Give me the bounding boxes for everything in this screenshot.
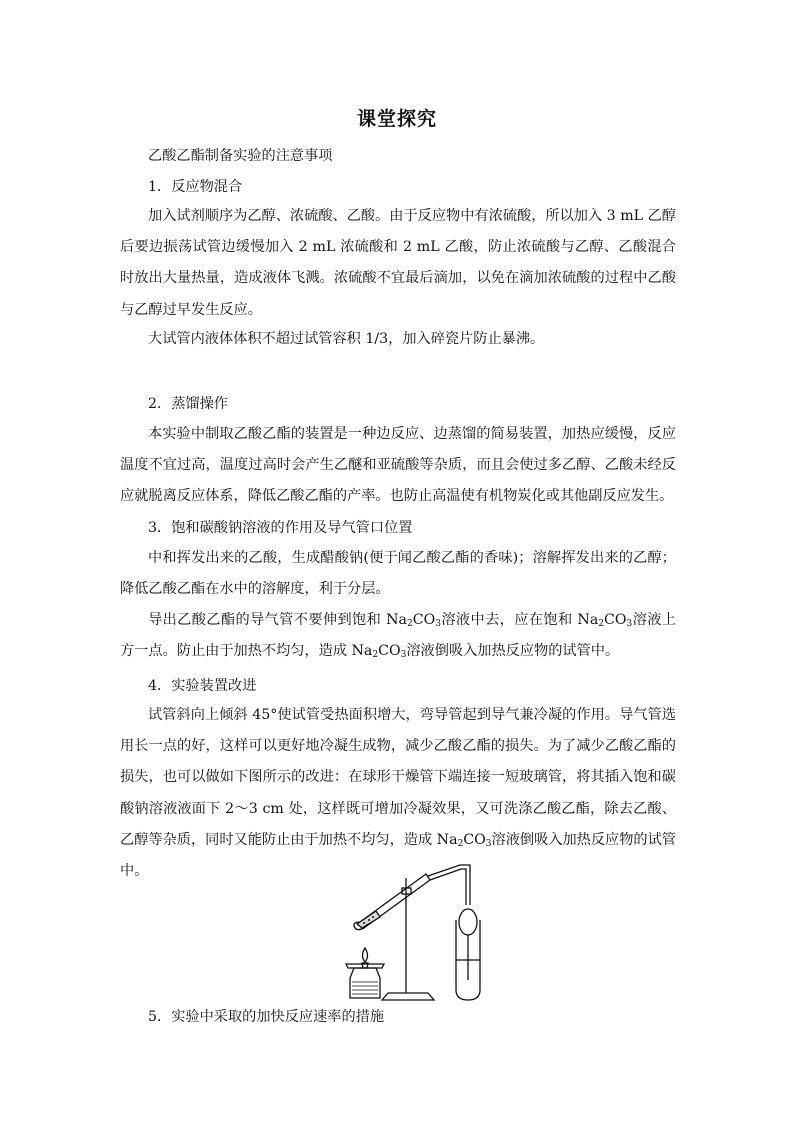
section-4-heading: 4．实验装置改进: [148, 678, 257, 694]
text-run: CO: [412, 612, 436, 628]
stand-base: [382, 993, 434, 1000]
section-1-paragraph-1: 加入试剂顺序为乙醇、浓硫酸、乙酸。由于反应物中有浓硫酸，所以加入 3 mL 乙醇后要边振荡试管边缓慢加入 2 mL 浓硫酸和 2 mL 乙酸，防止浓硫酸与乙醇、乙酸混合时放出大量热量，造成液体飞溅。浓硫酸不宜最后滴加，以免在滴加浓硫酸的过程中乙酸与乙醇过早发生反应。: [120, 208, 676, 318]
page-title: 课堂探究: [356, 108, 437, 130]
subscript: 3: [400, 650, 407, 661]
lamp-flame: [363, 948, 368, 962]
section-2-heading: 2．蒸馏操作: [148, 396, 228, 412]
section-5-heading: 5．实验中采取的加快反应速率的措施: [148, 1009, 385, 1025]
subscript: 2: [598, 619, 605, 629]
subscript: 2: [406, 619, 413, 629]
subscript: 3: [485, 838, 492, 849]
section-1-paragraph-2: 大试管内液体体积不超过试管容积 1/3，加入碎瓷片防止暴沸。: [148, 331, 545, 347]
delivery-tube-inner: [430, 869, 466, 905]
section-1-heading: 1．反应物混合: [148, 179, 243, 195]
subscript: 3: [435, 619, 441, 629]
subscript: 2: [457, 838, 464, 849]
section-2-paragraph-1: 本实验中制取乙酸乙酯的装置是一种边反应、边蒸馏的简易装置，加热应缓慢，反应温度不宜过高，温度过高时会产生乙醚和亚硫酸等杂质，而且会使过多乙醇、乙酸未经反应就脱离反应体系，降低乙酸乙酯的产率。也防止高温使有机物炭化或其他副反应发生。: [120, 426, 676, 505]
drying-tube-bulb: [459, 909, 477, 935]
subscript: 2: [372, 650, 379, 661]
text-run: CO: [604, 612, 627, 628]
subscript: 3: [626, 619, 633, 629]
section-3-paragraph-2: [120, 605, 676, 667]
text-run: CO: [378, 643, 401, 660]
alcohol-lamp: [350, 968, 380, 998]
text-run: 试管斜向上倾斜 45°使试管受热面积增大，弯导管起到导气兼冷凝的作用。导气管选用长一点的好，这样可以更好地冷凝生成物，减少乙酸乙酯的损失。为了减少乙酸乙酯的损失，也可以做如下图所示的改进：在球形干燥管下端连接一短玻璃管，将其插入饱和碳酸钠溶液液面下 2～3 cm 处，这样既可增加冷凝效果，又可洗涤乙酸乙酯，除去乙酸、乙醇等杂质，同时又能防止由于加热不均匀，造成 Na: [120, 707, 676, 848]
text-run: 溶液倒吸入加热反应物的试管中。: [120, 831, 676, 880]
subtitle: 乙酸乙酯制备实验的注意事项: [148, 148, 333, 164]
text-run: 溶液上方一点。防止由于加热不均匀，造成 Na: [120, 612, 676, 660]
lamp-stand: [346, 964, 384, 968]
section-3-paragraph-1: 中和挥发出来的乙酸，生成醋酸钠(便于闻乙酸乙酯的香味)；溶解挥发出来的乙醇；降低乙酸乙酯在水中的溶解度，利于分层。: [120, 550, 676, 598]
lamp-block-hatching: [352, 982, 378, 994]
text-run: 导出乙酸乙酯的导气管不要伸到饱和 Na: [148, 612, 407, 628]
apparatus-diagram: [340, 860, 490, 1005]
section-3-heading: 3．饱和碳酸钠溶液的作用及导气管口位置: [148, 520, 413, 536]
text-run: 溶液倒吸入加热反应物的试管中。: [406, 643, 620, 660]
text-run: 溶液中去，应在饱和 Na: [440, 612, 599, 628]
text-run: CO: [463, 831, 486, 848]
delivery-tube: [428, 865, 470, 905]
